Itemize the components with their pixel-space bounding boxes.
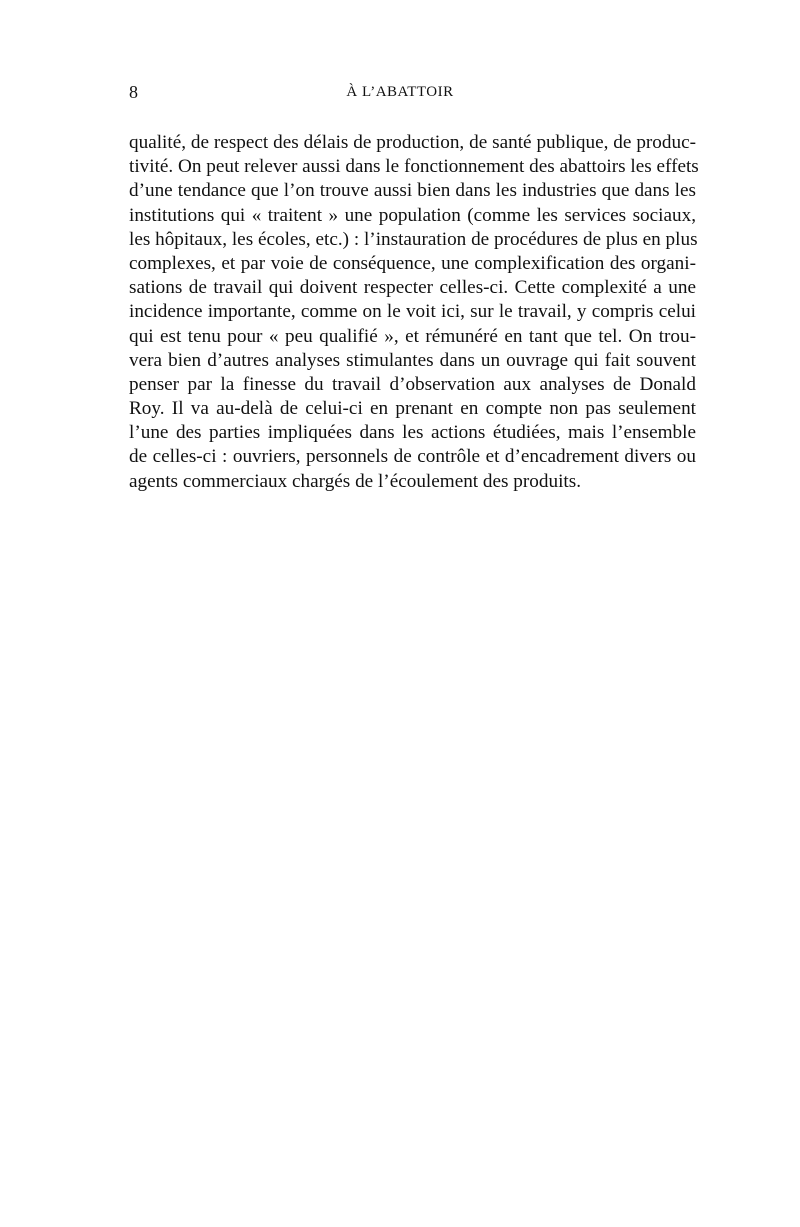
text-line: tivité. On peut relever aussi dans le fonctionnement des abattoirs les effets	[129, 156, 699, 178]
text-line: de celles-ci : ouvriers, personnels de contrôle et d’encadrement divers ou	[129, 446, 696, 468]
text-line: agents commerciaux chargés de l’écoulement des produits.	[129, 470, 581, 492]
body-paragraph	[129, 131, 699, 494]
page-number: 8	[129, 82, 138, 102]
running-title: À L’ABATTOIR	[346, 84, 454, 100]
text-line: Roy. Il va au-delà de celui-ci en prenant en compte non pas seulement	[129, 398, 696, 420]
text-line: incidence importante, comme on le voit ici, sur le travail, y compris celui	[129, 301, 696, 323]
text-line: l’une des parties impliquées dans les actions étudiées, mais l’ensemble	[129, 422, 696, 444]
text-line: qui est tenu pour « peu qualifié », et rémunéré en tant que tel. On trou-	[129, 325, 696, 347]
text-line: penser par la finesse du travail d’observation aux analyses de Donald	[129, 373, 696, 395]
text-line: institutions qui « traitent » une population (comme les services sociaux,	[129, 204, 696, 226]
text-line: sations de travail qui doivent respecter celles-ci. Cette complexité a une	[129, 277, 696, 299]
text-line: vera bien d’autres analyses stimulantes dans un ouvrage qui fait souvent	[129, 349, 696, 371]
text-line: les hôpitaux, les écoles, etc.) : l’instauration de procédures de plus en plus	[129, 228, 698, 250]
text-line: qualité, de respect des délais de production, de santé publique, de produc-	[129, 132, 696, 153]
text-line: d’une tendance que l’on trouve aussi bien dans les industries que dans les	[129, 180, 696, 202]
text-line: complexes, et par voie de conséquence, une complexification des organi-	[129, 252, 696, 274]
